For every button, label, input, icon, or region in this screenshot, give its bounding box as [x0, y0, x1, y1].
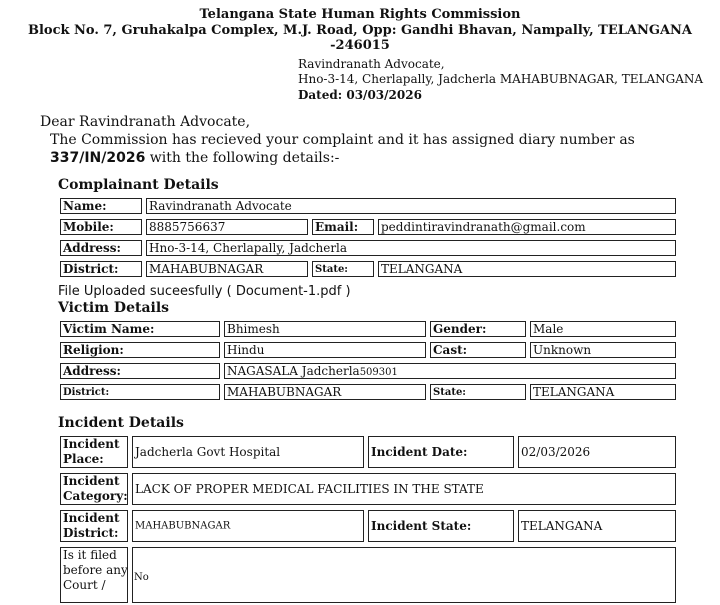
incident-section-title: Incident Details — [58, 415, 184, 431]
place-label-cell — [58, 434, 130, 470]
victim-district-value-cell — [222, 382, 428, 402]
gender-label: Gender: — [433, 322, 487, 336]
category-value-cell — [130, 471, 678, 507]
place-value-cell — [130, 434, 366, 470]
incident-district-label-line-1: Incident — [63, 511, 120, 525]
incident-district-row — [58, 508, 678, 544]
court-label-line-2: before any — [63, 563, 128, 577]
address-label-cell — [58, 238, 144, 258]
victim-address-value-cell — [222, 361, 678, 381]
victim-section-title: Victim Details — [58, 300, 170, 316]
mobile-value-cell — [144, 217, 310, 237]
incident-state-value-cell — [516, 508, 678, 544]
category-label-cell — [58, 471, 130, 507]
complainant-name: Ravindranath Advocate — [149, 199, 292, 213]
complainant-section-title: Complainant Details — [58, 177, 219, 193]
victim-address-label: Address: — [63, 364, 121, 378]
victim-state-value-cell — [528, 382, 678, 402]
state-value-cell — [376, 259, 678, 279]
letter-date: Dated: 03/03/2026 — [298, 88, 422, 102]
address-label: Address: — [63, 241, 121, 255]
incident-category-row — [58, 471, 678, 507]
letter-line-2 — [50, 150, 339, 166]
victim-district: MAHABUBNAGAR — [227, 385, 342, 399]
letter-line-1: The Commission has recieved your complaint and it has assigned diary number as — [50, 132, 635, 148]
court-value-cell — [130, 545, 678, 605]
victim-district-label-cell — [58, 382, 222, 402]
email-value-cell — [376, 217, 678, 237]
court-filed-value: No — [134, 572, 149, 583]
complainant-name-row — [58, 196, 678, 216]
incident-date: 02/03/2026 — [521, 445, 591, 459]
state-label: State: — [315, 264, 348, 275]
victim-name: Bhimesh — [227, 322, 280, 336]
gender-label-cell — [428, 319, 528, 339]
complainant-address: Hno-3-14, Cherlapally, Jadcherla — [149, 241, 348, 255]
incident-place: Jadcherla Govt Hospital — [135, 445, 281, 459]
religion-label-cell — [58, 340, 222, 360]
recipient-address: Hno-3-14, Cherlapally, Jadcherla MAHABUBNAGAR, TELANGANA — [298, 72, 704, 86]
incident-court-row — [58, 545, 678, 605]
email-label: Email: — [315, 220, 359, 234]
incident-district-label-cell — [58, 508, 130, 544]
caste-label: Cast: — [433, 343, 468, 357]
incident-district-value-cell — [130, 508, 366, 544]
complainant-mobile: 8885756637 — [149, 220, 226, 234]
victim-religion: Hindu — [227, 343, 265, 357]
victim-name-value-cell — [222, 319, 428, 339]
incident-date-label: Incident Date: — [371, 445, 468, 459]
place-label-line-2: Place: — [63, 452, 104, 466]
incident-state: TELANGANA — [521, 519, 603, 533]
date-label-cell — [366, 434, 516, 470]
name-value-cell — [144, 196, 678, 216]
email-label-cell — [310, 217, 376, 237]
religion-value-cell — [222, 340, 428, 360]
incident-category: LACK OF PROPER MEDICAL FACILITIES IN THE STATE — [135, 482, 484, 496]
victim-address-text: NAGASALA Jadcherla — [227, 364, 360, 378]
category-label — [63, 474, 128, 504]
category-label-line-2: Category: — [63, 489, 128, 503]
caste-label-cell — [428, 340, 528, 360]
recipient-name: Ravindranath Advocate, — [298, 57, 445, 71]
name-label-cell — [58, 196, 144, 216]
victim-religion-row — [58, 340, 678, 360]
victim-address-row — [58, 361, 678, 381]
court-label-line-3: Court / — [63, 578, 106, 592]
salutation: Dear Ravindranath Advocate, — [40, 114, 251, 130]
district-label: District: — [63, 262, 119, 276]
upload-note: File Uploaded suceesfully ( Document-1.pdf ) — [58, 284, 351, 299]
incident-district-label-line-2: District: — [63, 526, 119, 540]
victim-district-label: District: — [63, 387, 110, 398]
incident-district: MAHABUBNAGAR — [135, 520, 231, 532]
court-filed-label — [63, 548, 128, 593]
letter-line-2-rest: with the following details:- — [145, 150, 340, 166]
caste-value-cell — [528, 340, 678, 360]
incident-state-label: Incident State: — [371, 519, 472, 533]
incident-state-label-cell — [366, 508, 516, 544]
victim-address-label-cell — [58, 361, 222, 381]
victim-state: TELANGANA — [533, 385, 615, 399]
date-value-cell — [516, 434, 678, 470]
victim-state-label-cell — [428, 382, 528, 402]
court-label-line-1: Is it filed — [63, 548, 117, 562]
incident-place-row — [58, 434, 678, 470]
victim-name-label-cell — [58, 319, 222, 339]
victim-gender: Male — [533, 322, 564, 336]
complainant-district: MAHABUBNAGAR — [149, 262, 264, 276]
incident-district-label — [63, 511, 120, 541]
complainant-address-row — [58, 238, 678, 258]
address-value-cell — [144, 238, 678, 258]
victim-pincode: 509301 — [359, 367, 398, 378]
victim-state-label: State: — [433, 387, 466, 398]
victim-address — [227, 364, 398, 378]
state-label-cell — [310, 259, 376, 279]
complainant-state: TELANGANA — [381, 262, 463, 276]
complainant-district-row — [58, 259, 678, 279]
diary-number: 337/IN/2026 — [50, 150, 146, 166]
mobile-label: Mobile: — [63, 220, 114, 234]
court-label-cell — [58, 545, 130, 605]
victim-name-row — [58, 319, 678, 339]
gender-value-cell — [528, 319, 678, 339]
complainant-contact-row — [58, 217, 678, 237]
district-label-cell — [58, 259, 144, 279]
category-label-line-1: Incident — [63, 474, 120, 488]
victim-caste: Unknown — [533, 343, 592, 357]
religion-label: Religion: — [63, 343, 124, 357]
victim-name-label: Victim Name: — [63, 322, 155, 336]
name-label: Name: — [63, 199, 107, 213]
district-value-cell — [144, 259, 310, 279]
place-label — [63, 437, 120, 467]
complainant-email: peddintiravindranath@gmail.com — [381, 220, 586, 234]
place-label-line-1: Incident — [63, 437, 120, 451]
commission-address: Block No. 7, Gruhakalpa Complex, M.J. Road, Opp: Gandhi Bhavan, Nampally, TELANGANA -246015 — [27, 23, 693, 53]
commission-name: Telangana State Human Rights Commission — [199, 7, 521, 22]
mobile-label-cell — [58, 217, 144, 237]
victim-district-row — [58, 382, 678, 402]
